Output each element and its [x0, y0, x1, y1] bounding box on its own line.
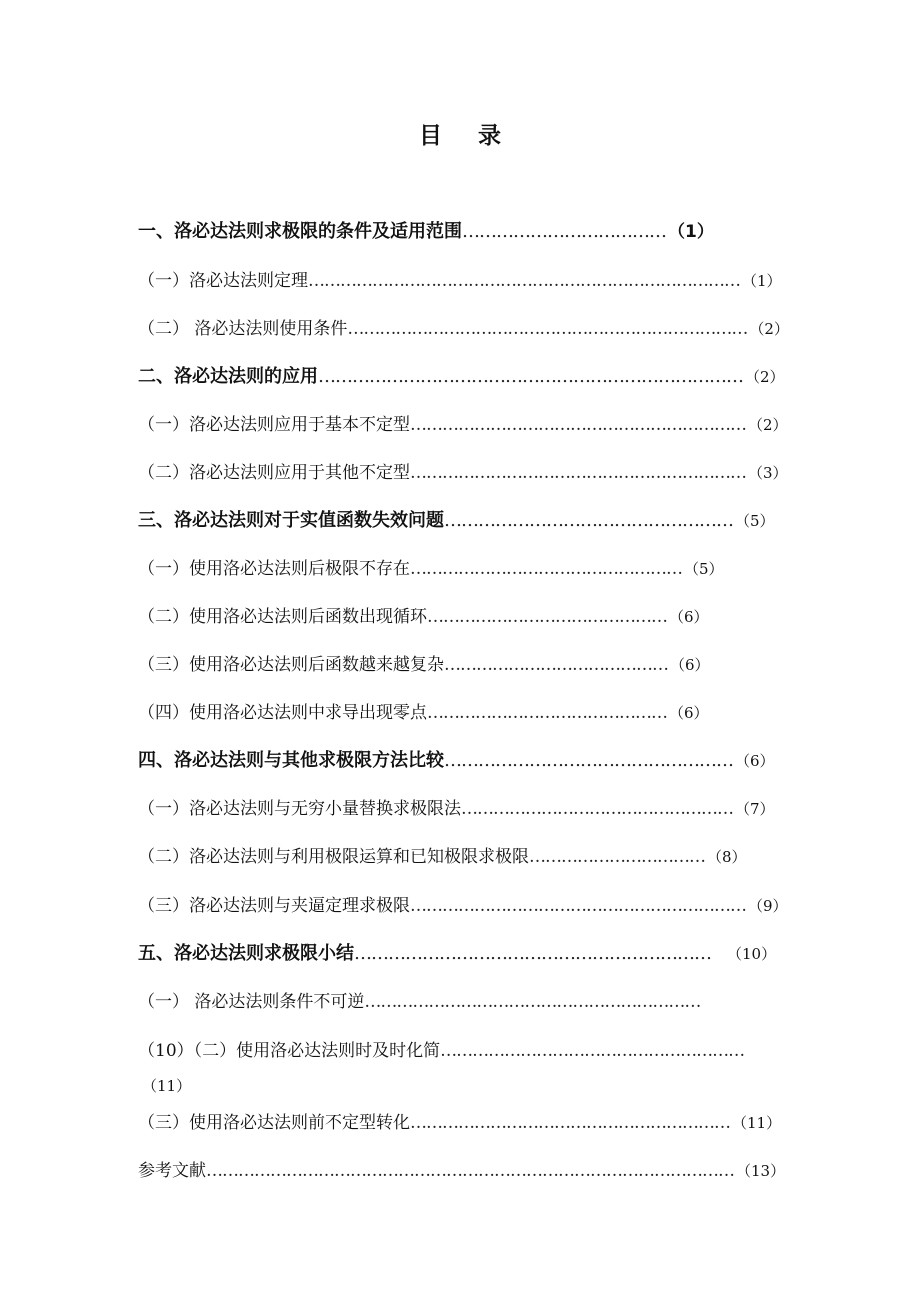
toc-entry-label: （一）洛必达法则应用于基本不定型: [138, 415, 410, 435]
toc-leader-dots: ………………………………………: [427, 703, 667, 723]
toc-entry-5[interactable]: [138, 939, 776, 969]
toc-entry-label: （二）洛必达法则与利用极限运算和已知极限求极限: [138, 847, 529, 867]
toc-entry-4-1[interactable]: [138, 794, 775, 824]
toc-entry-references[interactable]: [138, 1156, 785, 1186]
toc-leader-dots: ……………………………: [529, 847, 705, 867]
toc-leader-dots: ………………………………………………………: [410, 896, 746, 916]
toc-leader-dots: …………………………………………………………………: [347, 319, 748, 339]
toc-leader-dots: ………………………………………………………: [410, 463, 746, 483]
toc-leader-dots: …………………………………………………………………: [318, 366, 743, 387]
toc-entry-label: 参考文献: [138, 1161, 206, 1181]
toc-entry-label: 二、洛必达法则的应用: [138, 366, 318, 387]
toc-entry-label: （三）洛必达法则与夹逼定理求极限: [138, 896, 410, 916]
toc-entry-label: 三、洛必达法则对于实值函数失效问题: [138, 510, 444, 531]
toc-entry-3[interactable]: [138, 506, 775, 536]
toc-page-number: （10）: [727, 945, 777, 963]
toc-entry-label: 五、洛必达法则求极限小结: [138, 943, 354, 964]
toc-page-number: （13）: [736, 1162, 786, 1180]
toc-entry-label: （一）使用洛必达法则后极限不存在: [138, 559, 410, 579]
toc-entry-5-3[interactable]: [138, 1108, 781, 1138]
toc-page-number: （1）: [668, 222, 714, 242]
toc-leader-dots: ………………………………………: [427, 607, 667, 627]
toc-entry-3-2[interactable]: [138, 602, 709, 632]
toc-entry-4-2[interactable]: [138, 842, 747, 872]
toc-page-number: （3）: [748, 464, 788, 482]
toc-entry-label: （一）洛必达法则定理: [138, 271, 308, 291]
toc-leader-dots: ………………………………………………………………………: [308, 271, 740, 291]
toc-page-number: （9）: [748, 897, 788, 915]
toc-page-number: （2）: [748, 416, 788, 434]
toc-leader-dots: ………………………………………………………………………………………: [206, 1161, 734, 1181]
toc-page-number: （6）: [735, 752, 775, 770]
toc-entry-label: （二）使用洛必达法则后函数出现循环: [138, 607, 427, 627]
toc-entry-label: 一、洛必达法则求极限的条件及适用范围: [138, 221, 462, 242]
toc-page-number: （6）: [669, 608, 709, 626]
toc-page-number: （2）: [745, 368, 785, 386]
toc-leader-dots: ……………………………………………………: [410, 1113, 730, 1133]
toc-page-number: （5）: [735, 512, 775, 530]
toc-entry-1[interactable]: [138, 217, 714, 247]
toc-entry-3-4[interactable]: [138, 698, 709, 728]
toc-entry-label: （一）洛必达法则与无穷小量替换求极限法: [138, 799, 461, 819]
toc-entry-label: （四）使用洛必达法则中求导出现零点: [138, 703, 427, 723]
toc-page-number: （5）: [684, 560, 724, 578]
toc-entry-label: （二） 洛必达法则使用条件: [138, 319, 348, 339]
toc-entry-5-2[interactable]: [138, 1036, 746, 1066]
toc-page-number: （6）: [670, 656, 710, 674]
toc-page-number-wrapped: （11）: [142, 1077, 192, 1095]
toc-entry-label: （三）使用洛必达法则后函数越来越复杂: [138, 655, 444, 675]
toc-leader-dots: ………………………………: [462, 221, 666, 242]
toc-page-number: （8）: [707, 848, 747, 866]
toc-page-number: （2）: [749, 320, 789, 338]
toc-leader-dots: ……………………………………………: [410, 559, 682, 579]
toc-page-number: （7）: [735, 800, 775, 818]
toc-entry-3-3[interactable]: [138, 650, 710, 680]
toc-page-number: （6）: [669, 704, 709, 722]
toc-leader-dots: ………………………………………………………: [410, 415, 746, 435]
toc-entry-label: （10）（二）使用洛必达法则时及时化简: [138, 1041, 441, 1061]
toc-leader-dots: ………………………………………………………: [364, 992, 701, 1012]
toc-page-number: （1）: [742, 272, 782, 290]
toc-leader-dots: ……………………………………: [444, 655, 668, 675]
toc-leader-dots: ……………………………………………: [461, 799, 733, 819]
toc-leader-dots: ……………………………………………: [444, 510, 733, 531]
toc-entry-label: （一） 洛必达法则条件不可逆: [138, 992, 365, 1012]
toc-entry-1-1[interactable]: [138, 266, 782, 296]
toc-leader-dots: ………………………………………………………: [354, 943, 711, 964]
toc-entry-label: 四、洛必达法则与其他求极限方法比较: [138, 750, 444, 771]
toc-entry-label: （二）洛必达法则应用于其他不定型: [138, 463, 410, 483]
toc-leader-dots: …………………………………………………: [440, 1041, 745, 1061]
toc-entry-4-3[interactable]: [138, 891, 788, 921]
toc-entry-3-1[interactable]: [138, 554, 724, 584]
toc-page-number: （11）: [732, 1114, 782, 1132]
toc-entry-5-1[interactable]: [138, 987, 702, 1017]
toc-entry-1-2[interactable]: [138, 314, 789, 344]
toc-entry-4[interactable]: [138, 746, 775, 776]
page-title: 目 录: [418, 123, 515, 149]
toc-entry-2-2[interactable]: [138, 458, 788, 488]
toc-entry-2[interactable]: [138, 362, 785, 392]
toc-entry-label: （三）使用洛必达法则前不定型转化: [138, 1113, 410, 1133]
toc-entry-2-1[interactable]: [138, 410, 788, 440]
toc-leader-dots: ……………………………………………: [444, 750, 733, 771]
